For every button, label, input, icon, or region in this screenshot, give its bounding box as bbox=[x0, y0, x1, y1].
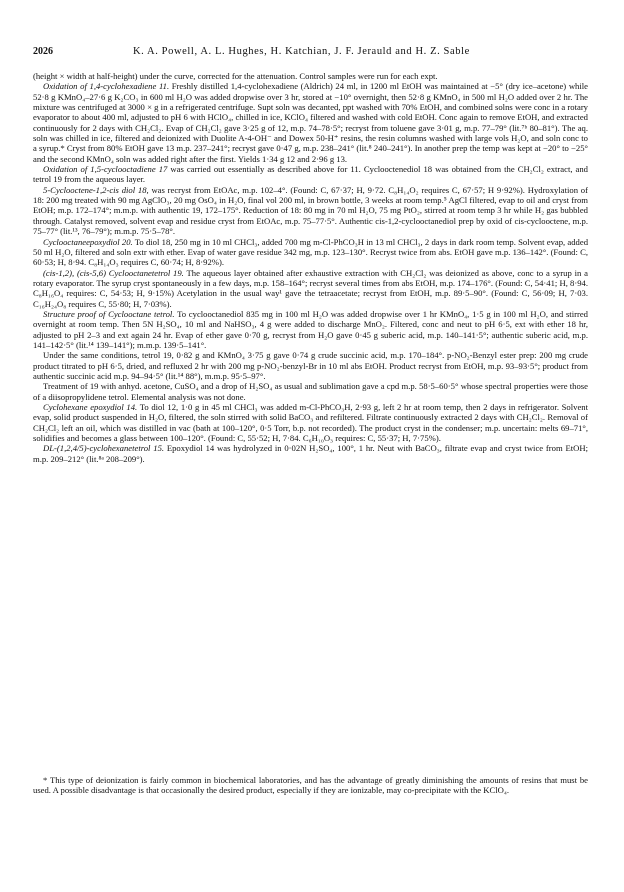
paragraph bbox=[33, 81, 588, 164]
paragraph-lead: 5-Cyclooctene-1,2-cis diol 18, bbox=[43, 184, 149, 195]
paragraph-text: The aqueous layer obtained after exhaustive extraction with CH₂Cl₂ was deionized as above, conc to a syrup in a rotary evaporator. The syrup cryst spontaneously in a few days, m.p. 158–164°; recryst several times from abs EtOH, m.p. 174–176°. (Found: C, 54·41; H, 8·94. C₈H₁₆O₄ requires: C, 54·53; H, 9·15%) Acetylation in the usual way¹ gave the tetraacetate; recryst from EtOH, m.p. 89·5–90°. (Found: C, 56·09; H, 7·03. C₁₆H₂₄O₈ requires C, 55·80; H, 7·03%). bbox=[33, 267, 588, 309]
paragraph bbox=[33, 443, 588, 464]
experimental-section-body bbox=[33, 71, 588, 464]
paragraph-text: Freshly distilled 1,4-cyclohexadiene (Aldrich) 24 ml, in 1200 ml EtOH was maintained at −5° (dry ice–acetone) while 52·8 g KMnO₄–27·6 g K₂CO₃ in 600 ml H₂O was added dropwise over 3 hr, stored at −10° overnight, then 52·8 g KMnO₄ in 500 ml H₂O added over 2 hr. The mixture was centrifuged at 3000 × g in a refrigerated centrifuge. Supt soln was decanted, ppt washed with 70% EtOH, and combined solns were conc in a rotary evaporator to about 400 ml, adjusted to pH 6 with HClO₄, chilled in ice, KClO₄ filtered and washed with cold EtOH. Conc again to remove EtOH, and extracted continuously for 2 days with CH₂Cl₂. Evap of CH₂Cl₂ gave 3·25 g of 12, m.p. 74–78·5°; recryst from toluene gave 3·01 g, m.p. 77–79° (lit.⁷ᵇ 80–81°). The aq. soln was chilled in ice, filtered and deionized with Duolite A-4-OH⁻ and Dowex 50-H⁺ resins, the resin columns washed with large vols H₂O, and soln conc to a syrup.* Cryst from 80% EtOH gave 13 m.p. 237–241°; recryst gave 0·47 g, m.p. 238–241° (lit.⁸ 240–241°). In another prep the temp was kept at −20° to −25° and the second KMnO₄ soln was added right after the first. Yields 1·34 g 12 and 2·96 g 13. bbox=[33, 81, 588, 164]
paragraph bbox=[33, 268, 588, 309]
paragraph-lead: Oxidation of 1,5-cyclooctadiene 17 bbox=[43, 164, 168, 175]
paragraph-lead: Oxidation of 1,4-cyclohexadiene 11. bbox=[43, 81, 170, 92]
paragraph-lead: Structure proof of Cyclooctane tetrol. bbox=[43, 308, 175, 319]
paragraph bbox=[33, 402, 588, 443]
paragraph bbox=[33, 309, 588, 350]
paragraph-lead: Cyclooctaneepoxydiol 20. bbox=[43, 236, 133, 247]
paragraph-text: Under the same conditions, tetrol 19, 0·82 g and KMnO₄ 3·75 g gave 0·74 g crude succinic acid, m.p. 170–184°. p-NO₂-Benzyl ester prep: 200 mg crude product titrated to pH 6·5, dried, and refluxed 2 hr with 200 mg p-NO₂-benzyl-Br in 10 ml abs EtOH. Product recryst from EtOH, m.p. 93–93·5°; product from authentic succinic acid m.p. 94–94·5° (lit.¹⁴ 88°), m.m.p. 95·5–97°. bbox=[33, 350, 588, 381]
paragraph-text: was carried out essentially as described above for 11. Cyclooctenediol 18 was obtained from the CH₂Cl₂ extract, and tetrol 19 from the aqueous layer. bbox=[33, 164, 588, 185]
paragraph-text: Epoxydiol 14 was hydrolyzed in 0·02N H₂SO₄, 100°, 1 hr. Neut with BaCO₃, filtrate evap and cryst twice from EtOH; m.p. 209–212° (lit.⁸ᵃ 208–209°). bbox=[33, 443, 588, 464]
paragraph-text: was recryst from EtOAc, m.p. 102–4°. (Found: C, 67·37; H, 9·72. C₈H₁₄O₂ requires C, 67·57; H 9·92%). Hydroxylation of 18: 200 mg treated with 90 mg AgClO₃, 20 mg OsO₄ in H₂O, final vol 200 ml, in brown bottle, 3 weeks at room temp.⁵ AgCl filtered, evap to oil and cryst from EtOH; m.p. 172–174°; m.m.p. with authentic 19, 172–175°. Reduction of 18: 80 mg in 70 ml H₂O, 75 mg PtO₂, stirred at room temp 3 hr while H₂ gas bubbled through. Catalyst removed, solvent evap and residue cryst from EtOAc, m.p. 75–77·5°. Authentic cis-1,2-cyclooctanediol prep by oxid of cis-cyclooctene, m.p. 75–77° (lit.¹³, 76–79°); m.m.p. 75·5–78°. bbox=[33, 184, 588, 237]
paragraph-lead: Cyclohexane epoxydiol 14. bbox=[43, 402, 138, 412]
paragraph-text: Treatment of 19 with anhyd. acetone, CuSO₄ and a drop of H₂SO₄ as usual and sublimation gave a cpd m.p. 58·5–60·5° whose spectral properties were those of a diisopropylidene tetrol. Elemental analysis was not done. bbox=[33, 381, 588, 402]
footnote bbox=[33, 775, 588, 796]
running-header bbox=[33, 46, 588, 60]
paragraph-text: (height × width at half-height) under the curve, corrected for the attenuation. Control samples were run for each expt. bbox=[33, 71, 438, 81]
paragraph bbox=[33, 164, 588, 185]
paragraph bbox=[33, 71, 588, 81]
paragraph-text: To diol 12, 1·0 g in 45 ml CHCl₃ was added m-Cl-PhCO₃H, 2·93 g, left 2 hr at room temp, then 2 days in refrigerator. Solvent evap, solid product suspended in H₂O, filtered, the soln stirred with solid BaCO₃ and refiltered. Filtrate continuously extracted 2 days with CH₂Cl₂. Removal of CH₂Cl₂ left an oil, which was distilled in vac (bath at 100–120°, 0·5 Torr, b.p. not recorded). The product cryst in the condenser; m.p. uncertain: melts 69–71°, solidifies and becomes a glass between 100–120°. (Found: C, 55·52; H, 7·84. C₆H₁₀O₃ requires: C, 55·37; H, 7·75%). bbox=[33, 402, 588, 444]
footnote-text: * This type of deionization is fairly common in biochemical laboratories, and has the advantage of greatly diminishing the amounts of resins that must be used. A possible disadvantage is that occasionally the desired product, especially if they are ionizable, may co-precipitate with the KClO₄. bbox=[33, 775, 588, 796]
paragraph bbox=[33, 381, 588, 402]
paragraph-text: To diol 18, 250 mg in 10 ml CHCl₃, added 700 mg m-Cl-PhCO₃H in 13 ml CHCl₃, 2 days in dark room temp. Solvent evap, added 50 ml H₂O, filtered and soln extr with ether. Evap of water gave residue 342 mg, m.p. 123–130°. Recryst twice from abs. EtOH gave m.p. 136–142°. (Found: C, 60·53; H, 8·94. C₈H₁₄O₃ requires C, 60·74; H, 8·92%). bbox=[33, 236, 589, 268]
paragraph bbox=[33, 185, 588, 237]
paragraph-lead: DL-(1,2,4/5)-cyclohexanetetrol 15. bbox=[43, 443, 165, 454]
running-head-authors: K. A. Powell, A. L. Hughes, H. Katchian, J. F. Jerauld and H. Z. Sable bbox=[133, 46, 470, 57]
paragraph-text: To cyclooctanediol 835 mg in 100 ml H₂O was added dropwise over 1 hr KMnO₄, 1·5 g in 100 ml H₂O, and stirred overnight at room temp. Then 5N H₂SO₄, 10 ml and NaHSO₃, 4 g were added to discharge MnO₂. Filtered, conc and neut to pH 6·5, ext with ether 18 hr, adjusted to pH 2–3 and ext again 24 hr. Evap of ether gave 0·70 g, recryst from H₂O gave 0·45 g suberic acid, m.p. 140–141·5°; authentic suberic acid, m.p. 141–142·5° (lit.¹⁴ 139–141°); m.m.p. 139·5–141°. bbox=[33, 308, 588, 350]
paragraph bbox=[33, 350, 588, 381]
paragraph bbox=[33, 237, 588, 268]
page-number: 2026 bbox=[33, 46, 53, 57]
paragraph-lead: (cis-1,2), (cis-5,6) Cyclooctanetetrol 19. bbox=[43, 267, 184, 278]
